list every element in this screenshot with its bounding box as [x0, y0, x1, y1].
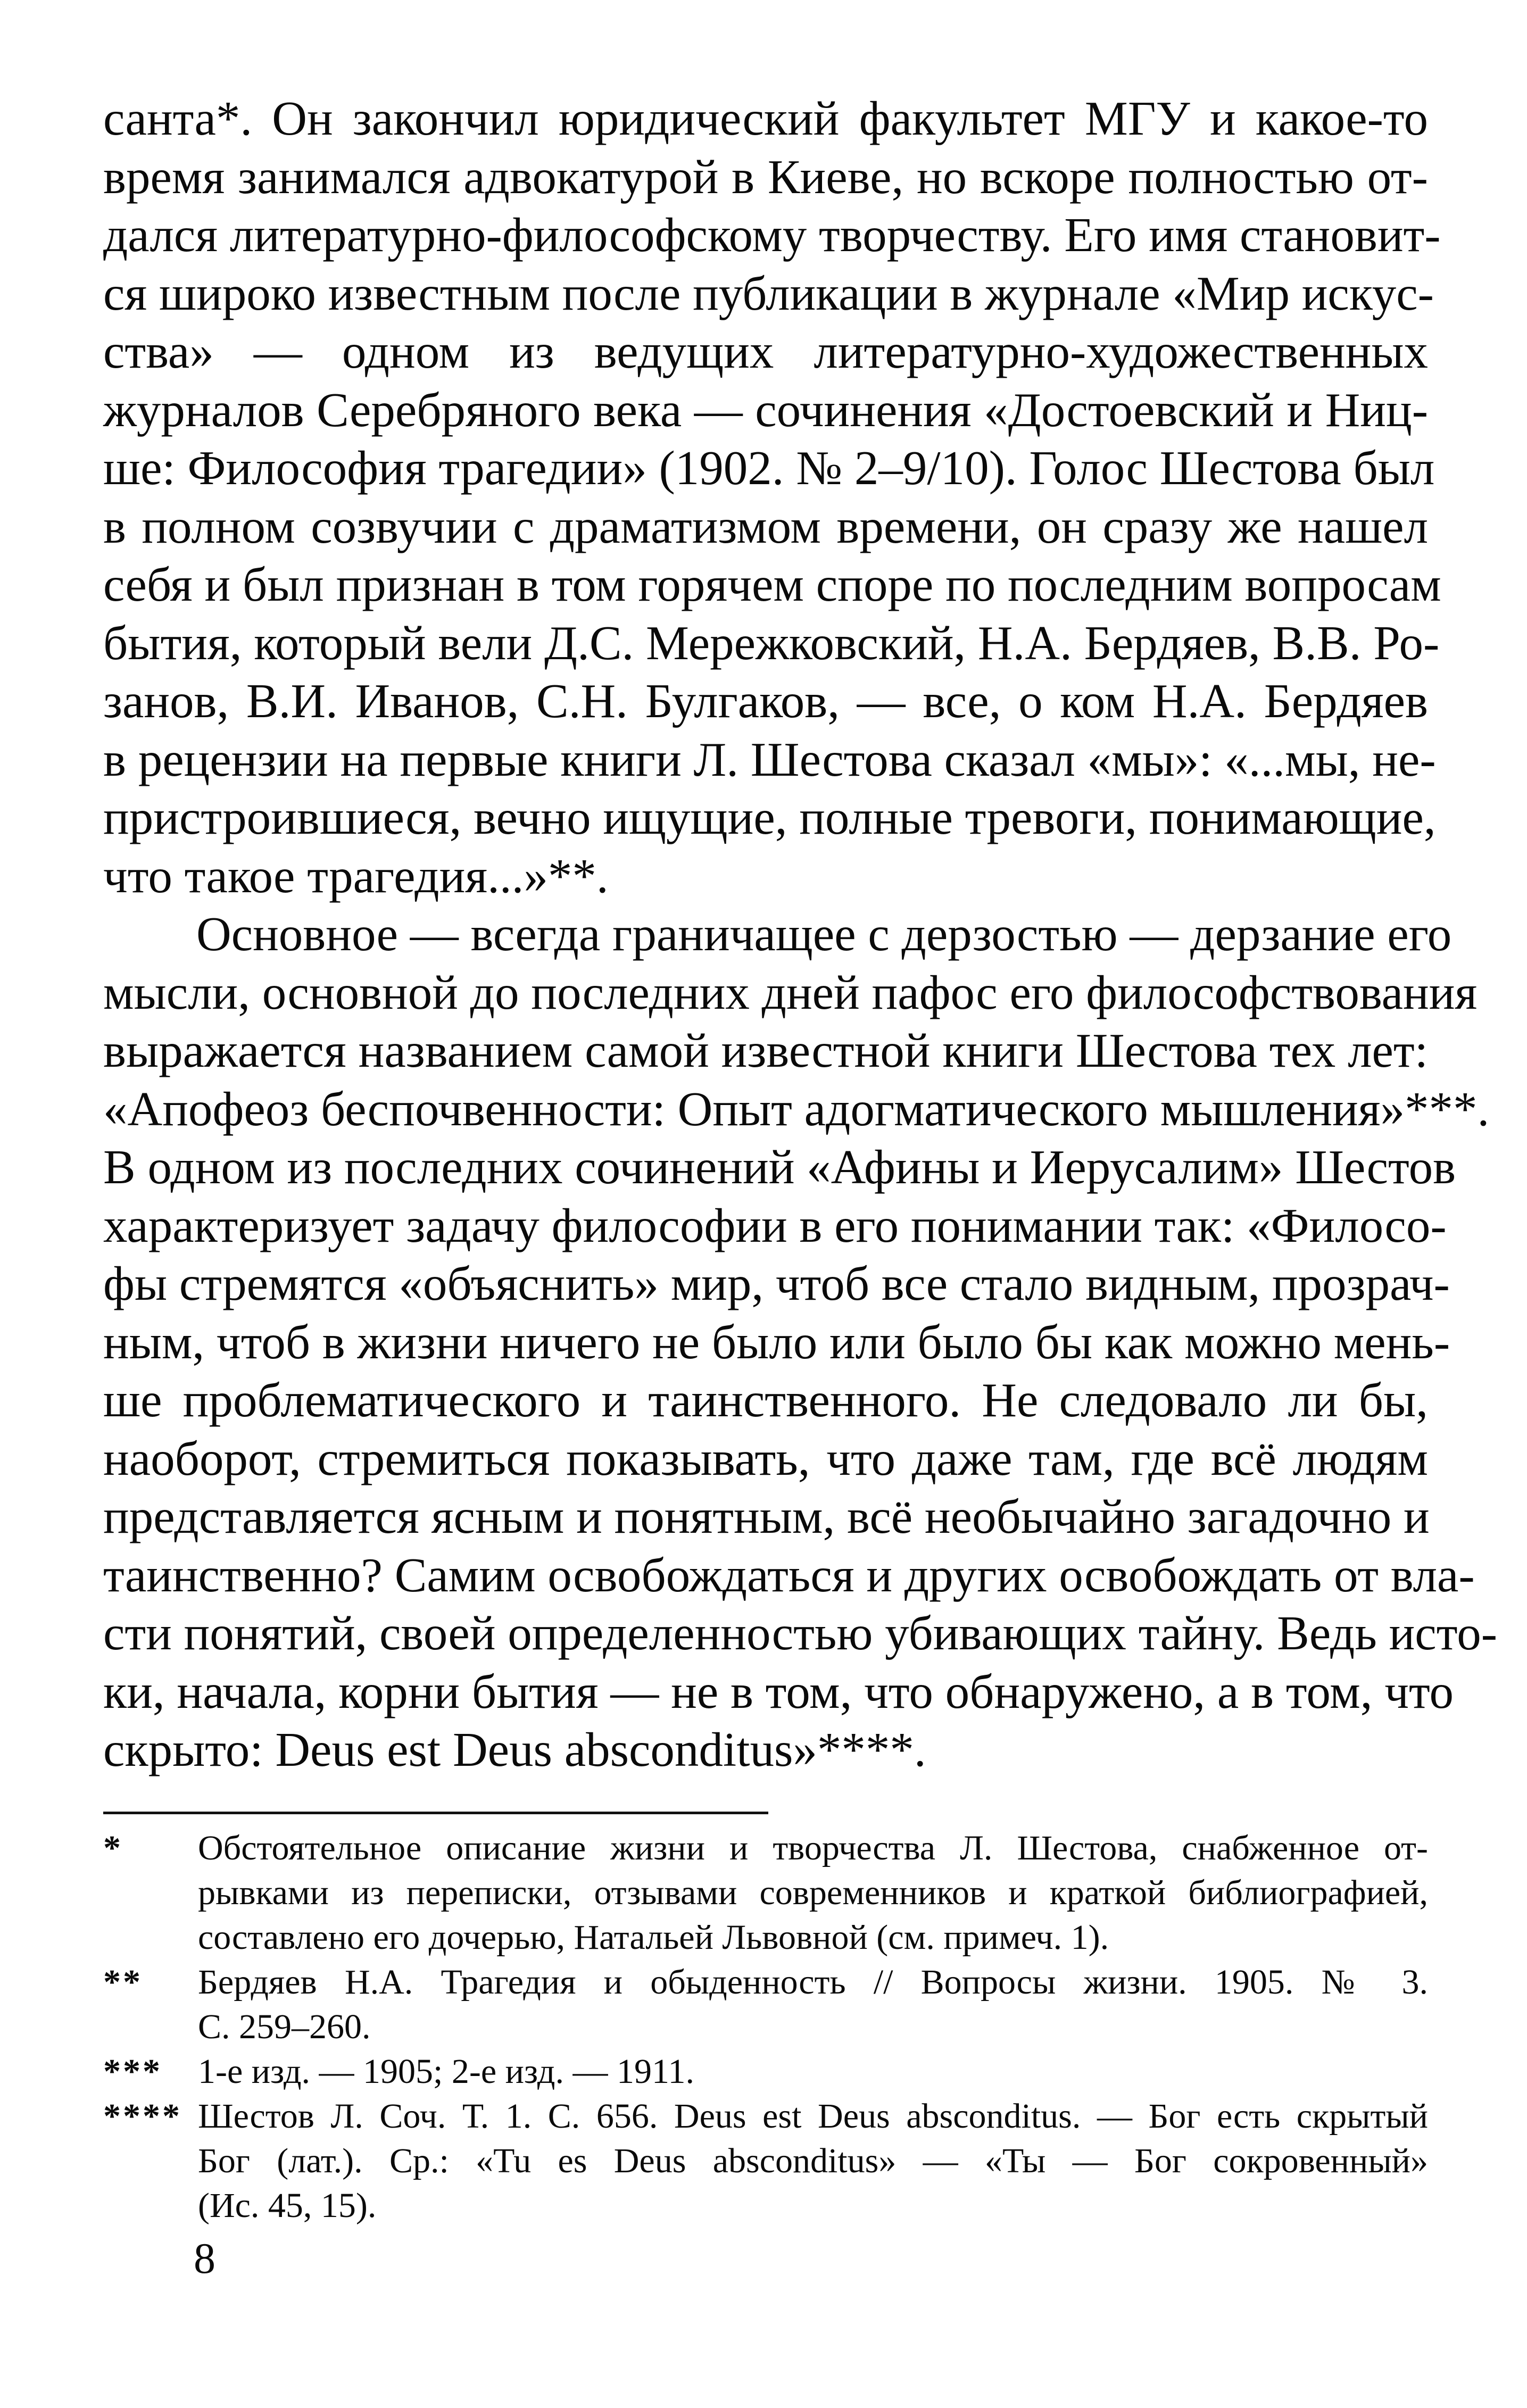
footnote-line: рывками из переписки, отзывами современников и краткой библиографией,: [198, 1873, 1428, 1912]
footnote-line: Бог (лат.). Ср.: «Tu es Deus absconditus» — «Ты — Бог сокровенный»: [198, 2141, 1428, 2180]
footnote-line: Обстоятельное описание жизни и творчества Л. Шестова, снабженное от-: [198, 1829, 1428, 1867]
text-line: таинственно? Самим освобождаться и других освобождать от вла-: [103, 1548, 1475, 1602]
text-line: ше проблематического и таинственного. Не следовало ли бы,: [103, 1373, 1428, 1427]
text-line: журналов Серебряного века — сочинения «Достоевский и Ниц-: [103, 383, 1428, 437]
text-line: пристроившиеся, вечно ищущие, полные тревоги, понимающие,: [103, 791, 1436, 844]
text-line: скрыто: Deus est Deus absconditus»****.: [103, 1723, 926, 1776]
text-line: в полном созвучии с драматизмом времени, он сразу же нашел: [103, 499, 1428, 553]
footnote-2: [103, 1960, 1428, 2049]
text-line: время занимался адвокатурой в Киеве, но вскоре полностью от-: [103, 150, 1428, 204]
text-line: ства» — одном из ведущих литературно-художественных: [103, 325, 1428, 378]
text-line: себя и был признан в том горячем споре по последним вопросам: [103, 558, 1441, 611]
text-line: санта*. Он закончил юридический факультет МГУ и какое-то: [103, 92, 1428, 145]
text-line: характеризует задачу философии в его понимании так: «Филосо-: [103, 1198, 1447, 1252]
footnote-line: С. 259–260.: [198, 2007, 371, 2046]
text-line: ся широко известным после публикации в журнале «Мир искус-: [103, 266, 1434, 320]
main-text: [103, 89, 1498, 1779]
footnote-body: [198, 2049, 1428, 2094]
footnote-4: [103, 2094, 1428, 2228]
text-line: ки, начала, корни бытия — не в том, что обнаружено, а в том, что: [103, 1664, 1454, 1718]
paragraph-2: [103, 905, 1498, 1779]
text-line: занов, В.И. Иванов, С.Н. Булгаков, — все, о ком Н.А. Бердяев: [103, 674, 1428, 728]
footnote-marker: ***: [103, 2052, 162, 2091]
text-line: что такое трагедия...»**.: [103, 849, 609, 903]
text-line: фы стремятся «объяснить» мир, чтоб все стало видным, прозрач-: [103, 1257, 1450, 1310]
page-number: 8: [194, 2234, 215, 2282]
footnote-body: [198, 2094, 1428, 2228]
text-line: выражается названием самой известной книги Шестова тех лет:: [103, 1024, 1428, 1077]
footnote-3: [103, 2049, 1428, 2094]
text-line: бытия, который вели Д.С. Мережковский, Н.А. Бердяев, В.В. Ро-: [103, 616, 1440, 670]
text-line: ше: Философия трагедии» (1902. № 2–9/10). Голос Шестова был: [103, 441, 1435, 495]
text-line: мысли, основной до последних дней пафос его философствования: [103, 965, 1478, 1019]
text-line: в рецензии на первые книги Л. Шестова сказал «мы»: «...мы, не-: [103, 732, 1436, 786]
paragraph-1: [103, 89, 1441, 905]
text-line: дался литературно-философскому творчеству. Его имя становит-: [103, 208, 1441, 262]
text-line: ным, чтоб в жизни ничего не было или было бы как можно мень-: [103, 1315, 1450, 1369]
footnote-marker: *: [103, 1829, 123, 1867]
text-line: «Апофеоз беспочвенности: Опыт адогматического мышления»***.: [103, 1082, 1490, 1136]
footnote-line: составлено его дочерью, Натальей Львовной (см. примеч. 1).: [198, 1918, 1109, 1957]
text-line: представляется ясным и понятным, всё необычайно загадочно и: [103, 1490, 1430, 1543]
footnote-1: [103, 1826, 1428, 1960]
footnote-divider: [103, 1812, 768, 1814]
footnotes: [103, 1826, 1428, 2228]
footnote-body: [198, 1826, 1428, 1960]
footnote-marker: **: [103, 1963, 143, 2002]
footnote-line: Бердяев Н.А. Трагедия и обыденность // Вопросы жизни. 1905. № 3.: [198, 1963, 1428, 2002]
footnote-line: Шестов Л. Соч. Т. 1. С. 656. Deus est Deus absconditus. — Бог есть скрытый: [198, 2097, 1428, 2136]
text-line: В одном из последних сочинений «Афины и Иерусалим» Шестов: [103, 1140, 1456, 1194]
footnote-line: (Ис. 45, 15).: [198, 2186, 377, 2225]
footnote-body: [198, 1960, 1428, 2049]
text-line: наоборот, стремиться показывать, что даже там, где всё людям: [103, 1431, 1428, 1485]
footnote-line: 1-е изд. — 1905; 2-е изд. — 1911.: [198, 2052, 694, 2091]
text-line: Основное — всегда граничащее с дерзостью — дерзание его: [196, 907, 1452, 961]
footnote-marker: ****: [103, 2097, 182, 2136]
text-line: сти понятий, своей определенностью убивающих тайну. Ведь исто-: [103, 1606, 1498, 1660]
